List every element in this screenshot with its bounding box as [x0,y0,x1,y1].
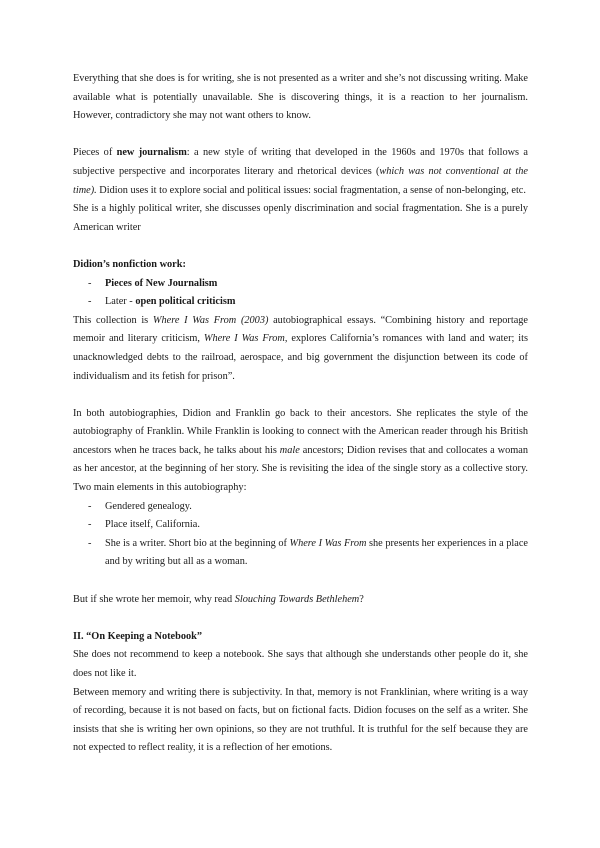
text-run: ? [359,593,364,605]
spacer [73,126,528,145]
book-title: Where I Was From [203,333,285,345]
spacer [73,609,528,628]
list-item [73,293,528,312]
paragraph-autobiographies [73,405,528,498]
text-run: autobiographical essays. “Combining history and reportage memoir and literary criticism, [73,314,528,345]
text-run: In both autobiographies, Didion and Franklin go back to their ancestors. She replicates the style of the autobiography of Franklin. While Franklin is looking to connect with the American reader through his British ancestors when he traces back, he talks about his [73,407,528,456]
text-run: But if she wrote her memoir, why read [73,593,235,605]
book-title: Slouching Towards Bethlehem [234,593,360,605]
emphasis: male [279,444,300,456]
spacer [73,237,528,256]
text-run: She is a writer. Short bio at the beginning of [105,537,290,549]
spacer [73,572,528,591]
paragraph-memory: Between memory and writing there is subjectivity. In that, memory is not Franklinian, where writing is a way of recording, because it is not based on facts, but on fictional facts. Didion focuses on the self as a writer. She insists that she is writing her own opinions, so they are not truthful. It is truthful for the self because they are not expected to reflect reality, it is a reflection of her emotions. [73,686,528,754]
book-title: Where I Was From [289,537,367,549]
list-item: - Place itself, California. [73,516,528,535]
list-item-label: Later - [105,296,136,308]
list-item [73,535,528,572]
text-run: Pieces of [73,147,117,159]
italic-aside: which was not conventional at the time). [73,165,528,196]
spacer [73,386,528,405]
elements-list [73,498,528,572]
text-run: Didion uses it to explore social and political issues: social fragmentation, a sense of non-belonging, etc. [96,184,526,196]
paragraph-new-journalism [73,144,528,200]
section-heading: II. “On Keeping a Notebook” [73,630,203,642]
text-run: she presents her experiences in a place and by writing but all as a woman. [105,537,529,568]
text-run: , explores California’s romances with land and water; its unacknowledged debts to the railroad, aerospace, and big government the disjunction between its code of individualism and its fetish for prison”. [73,333,528,382]
paragraph-question [73,591,528,610]
bold-term: new journalism [116,147,187,159]
bold-term: open political criticism [135,296,236,308]
paragraph-collection [73,312,528,386]
nonfiction-list [73,275,528,312]
list-item-label: Pieces of New Journalism [105,277,218,289]
text-run: This collection is [73,314,153,326]
paragraph-writing: Everything that she does is for writing, she is not presented as a writer and she’s not discussing writing. Make available what is potentially unavailable. She is discovering things, it is a reaction to her journalism. However, contradictory she may not want others to know. [73,73,528,122]
list-item: - Gendered genealogy. [73,498,528,517]
text-run: ancestors; Didion revises that and collocates a woman as her ancestor, at the beginning of her story. She is revisiting the idea of the single story as a collective story. Two main elements in this autobiography: [73,444,528,494]
text-run: : a new style of writing that developed in the 1960s and 1970s that follows a subjective perspective and incorporates literary and rhetorical devices ( [73,147,529,177]
paragraph-notebook: She does not recommend to keep a notebook. She says that although she understands other people do it, she does not like it. [73,649,528,679]
nonfiction-heading: Didion’s nonfiction work: [73,258,186,270]
document-page [73,70,528,758]
paragraph-political: She is a highly political writer, she discusses openly discrimination and social fragmentation. She is a purely American writer [73,203,528,233]
list-item [73,275,528,294]
book-title: Where I Was From (2003) [152,314,269,326]
